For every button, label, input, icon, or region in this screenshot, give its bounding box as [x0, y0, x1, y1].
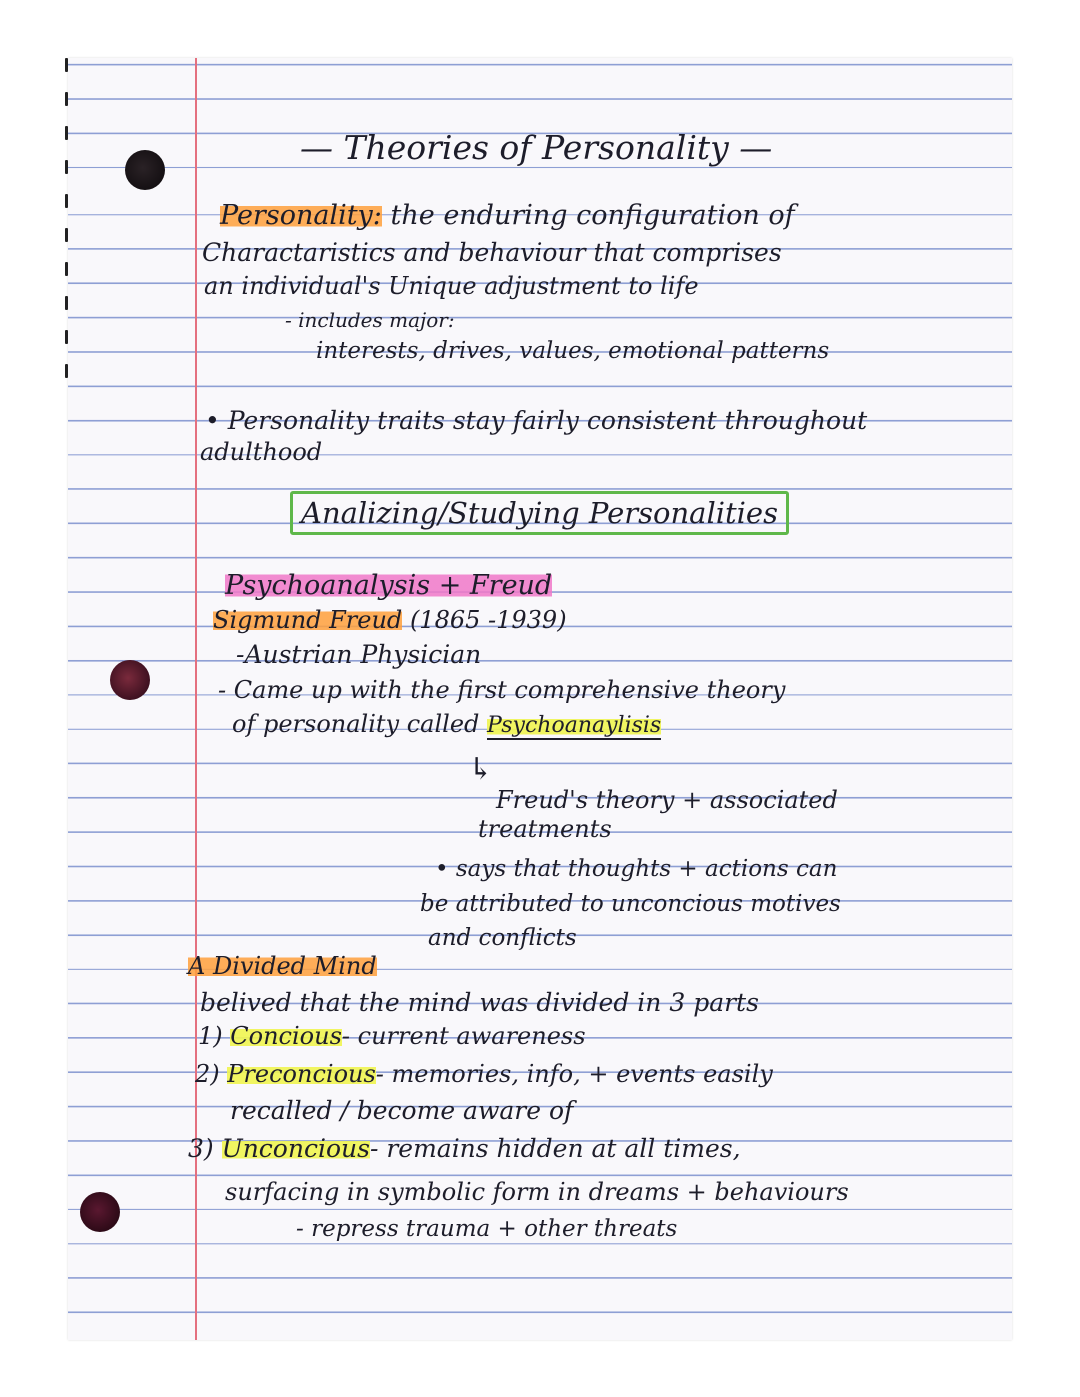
term-personality: Personality:: [220, 200, 382, 231]
punch-hole: [125, 150, 165, 190]
section-heading-box: Analizing/Studying Personalities: [290, 491, 789, 535]
part-2: [195, 1060, 773, 1088]
part-1-desc: - current awareness: [341, 1022, 586, 1050]
term-unconcious: Unconcious: [221, 1134, 370, 1163]
says-line-2: be attributed to unconcious motives: [420, 891, 841, 917]
page-title: — Theories of Personality —: [300, 128, 773, 167]
part-3-number: 3): [188, 1134, 214, 1163]
part-1-number: 1): [198, 1022, 223, 1050]
definition-line-3: an individual's Unique adjustment to life: [204, 272, 699, 300]
definition-text: the enduring configuration of: [390, 200, 795, 231]
freud-bullet-2: - Came up with the first comprehensive theory: [218, 676, 786, 704]
term-concious: Concious: [230, 1022, 342, 1050]
spiral-binding: [64, 58, 70, 458]
definition-line-2: Charactaristics and behaviour that comprises: [202, 238, 782, 267]
psychoanalysis-def-1: Freud's theory + associated: [496, 786, 838, 814]
freud-heading: [225, 570, 552, 601]
says-line-1: • says that thoughts + actions can: [435, 856, 838, 882]
part-3-cont: surfacing in symbolic form in dreams + behaviours: [225, 1178, 849, 1206]
part-1: [198, 1022, 586, 1050]
includes-list: interests, drives, values, emotional patterns: [316, 338, 830, 364]
freud-bullet-1: -Austrian Physician: [236, 640, 482, 669]
freud-bullet-3-text: of personality called: [232, 710, 480, 738]
part-2-cont: recalled / become aware of: [230, 1096, 574, 1125]
freud-heading-text: Psychoanalysis + Freud: [225, 570, 553, 601]
includes-note: - includes major:: [285, 308, 455, 332]
definition-line-1: [220, 200, 795, 231]
freud-name: Sigmund Freud: [213, 606, 403, 634]
term-psychoanalysis: Psychoanaylisis: [487, 713, 662, 738]
divided-heading-text: A Divided Mind: [188, 952, 377, 980]
says-line-3: and conflicts: [428, 925, 577, 951]
freud-dates: (1865 -1939): [409, 606, 567, 634]
part-3-desc: - remains hidden at all times,: [369, 1134, 741, 1163]
traits-line-1: • Personality traits stay fairly consistent throughout: [205, 406, 868, 435]
divided-heading: [188, 952, 377, 980]
punch-hole: [80, 1192, 120, 1232]
divided-intro: belived that the mind was divided in 3 parts: [200, 988, 759, 1017]
arrow-icon: ↳: [468, 752, 494, 787]
part-2-desc: - memories, info, + events easily: [375, 1060, 773, 1088]
traits-line-2: adulthood: [200, 438, 323, 466]
part-2-number: 2): [195, 1060, 220, 1088]
term-preconcious: Preconcious: [227, 1060, 376, 1088]
section-heading: [290, 496, 789, 530]
psychoanalysis-def-2: treatments: [478, 815, 612, 843]
part-3-sub: - repress trauma + other threats: [296, 1216, 678, 1242]
punch-hole: [110, 660, 150, 700]
freud-name-line: [213, 606, 567, 634]
part-3: [188, 1134, 741, 1163]
freud-bullet-3: [232, 710, 661, 738]
